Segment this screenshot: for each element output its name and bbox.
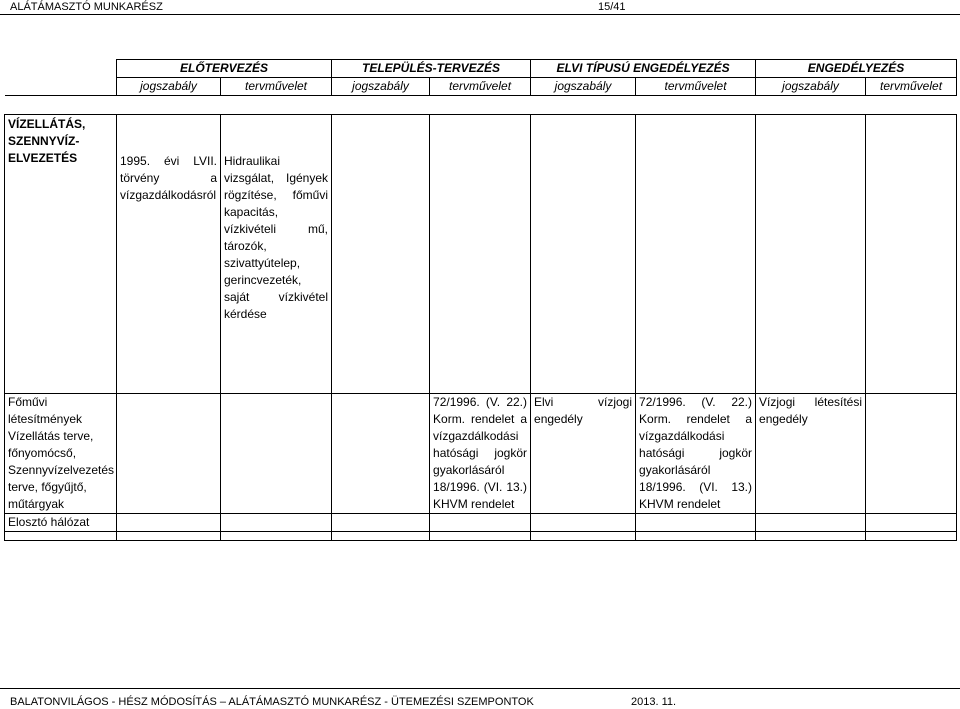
empty-cell xyxy=(756,532,866,541)
bottom-row xyxy=(5,532,957,541)
empty-cell xyxy=(531,532,636,541)
group-telepules-tervezes: TELEPÜLÉS-TERVEZÉS xyxy=(332,60,531,78)
empty-cell xyxy=(636,514,756,532)
empty-cell xyxy=(5,532,117,541)
main-facilities-row xyxy=(5,394,957,514)
empty-cell xyxy=(636,115,756,394)
law-72-cell xyxy=(430,394,531,514)
distribution-row xyxy=(5,514,957,532)
subheader-tervmuvelet-4: tervművelet xyxy=(866,78,957,96)
subheader-jogszabaly-4: jogszabály xyxy=(756,78,866,96)
empty-cell xyxy=(221,394,332,514)
page-footer xyxy=(0,688,960,709)
empty-cell xyxy=(636,532,756,541)
corner-cell xyxy=(5,60,117,78)
permit-elvi-cell xyxy=(531,394,636,514)
section-row xyxy=(5,115,957,394)
permit-letesitesi: Vízjogi létesítési engedély xyxy=(759,395,863,426)
hydraulic-analysis: Hidraulikai vizsgálat, Igények rögzítése, főművi kapacitás, vízkivételi mű, tározók, szivattyútelep, gerincvezeték, saját vízkivétel kérdése xyxy=(224,154,329,321)
empty-cell xyxy=(866,115,957,394)
footer-title: BALATONVILÁGOS - HÉSZ MÓDOSÍTÁS – ALÁTÁMASZTÓ MUNKARÉSZ - ÜTEMEZÉSI SZEMPONTOK xyxy=(10,696,534,708)
page-number: 15/41 xyxy=(598,1,626,13)
empty-cell xyxy=(221,532,332,541)
category-main-facilities: Főművi létesítmények Vízellátás terve, főnyomócső, Szennyvízelvezetés terve, főgyűjtő, műtárgyak xyxy=(8,395,115,511)
permit-letesitesi-cell xyxy=(756,394,866,514)
subheader-jogszabaly-1: jogszabály xyxy=(117,78,221,96)
law-72-engedelyezes: 72/1996. (V. 22.) Korm. rendelet a vízgazdálkodási hatósági jogkör gyakorlásáról 18/1996. (VI. 13.) KHVM rendelet xyxy=(639,395,753,511)
law-1995-cell xyxy=(117,115,221,394)
empty-cell xyxy=(332,514,430,532)
empty-cell xyxy=(866,532,957,541)
empty-cell xyxy=(117,532,221,541)
spacer-cell xyxy=(5,96,957,115)
law-72-elvi: 72/1996. (V. 22.) Korm. rendelet a vízgazdálkodási hatósági jogkör gyakorlásáról 18/1996. (VI. 13.) KHVM rendelet xyxy=(433,395,528,511)
empty-cell xyxy=(221,514,332,532)
law-1995: 1995. évi LVII. törvény a vízgazdálkodásról xyxy=(120,154,217,202)
group-engedelyezes: ENGEDÉLYEZÉS xyxy=(756,60,957,78)
empty-cell xyxy=(332,115,430,394)
corner-cell xyxy=(5,78,117,96)
empty-cell xyxy=(332,394,430,514)
subheader-tervmuvelet-1: tervművelet xyxy=(221,78,332,96)
section-title: VÍZELLÁTÁS, SZENNYVÍZ-ELVEZETÉS xyxy=(8,117,86,165)
hydraulic-cell xyxy=(221,115,332,394)
subheader-tervmuvelet-2: tervművelet xyxy=(430,78,531,96)
group-elvi-engedelyezes: ELVI TÍPUSÚ ENGEDÉLYEZÉS xyxy=(531,60,756,78)
law-72-cell xyxy=(636,394,756,514)
section-title-cell xyxy=(5,115,117,394)
footer-date: 2013. 11. xyxy=(631,696,677,708)
page-header xyxy=(0,0,960,15)
empty-cell xyxy=(531,514,636,532)
permit-elvi: Elvi vízjogi engedély xyxy=(534,395,633,426)
empty-cell xyxy=(430,532,531,541)
empty-cell xyxy=(332,532,430,541)
empty-cell xyxy=(756,514,866,532)
permit-process-table xyxy=(4,59,957,541)
spacer-row xyxy=(5,96,957,115)
category-distribution: Elosztó hálózat xyxy=(8,515,90,529)
empty-cell xyxy=(430,115,531,394)
empty-cell xyxy=(756,115,866,394)
category-cell xyxy=(5,394,117,514)
subheader-tervmuvelet-3: tervművelet xyxy=(636,78,756,96)
empty-cell xyxy=(531,115,636,394)
subheader-jogszabaly-3: jogszabály xyxy=(531,78,636,96)
empty-cell xyxy=(430,514,531,532)
group-header-row xyxy=(5,60,957,78)
subheader-row xyxy=(5,78,957,96)
empty-cell xyxy=(866,394,957,514)
group-eloterezes: ELŐTERVEZÉS xyxy=(117,60,332,78)
distribution-cell xyxy=(5,514,117,532)
empty-cell xyxy=(117,514,221,532)
header-title: ALÁTÁMASZTÓ MUNKARÉSZ xyxy=(10,1,163,13)
subheader-jogszabaly-2: jogszabály xyxy=(332,78,430,96)
empty-cell xyxy=(117,394,221,514)
empty-cell xyxy=(866,514,957,532)
